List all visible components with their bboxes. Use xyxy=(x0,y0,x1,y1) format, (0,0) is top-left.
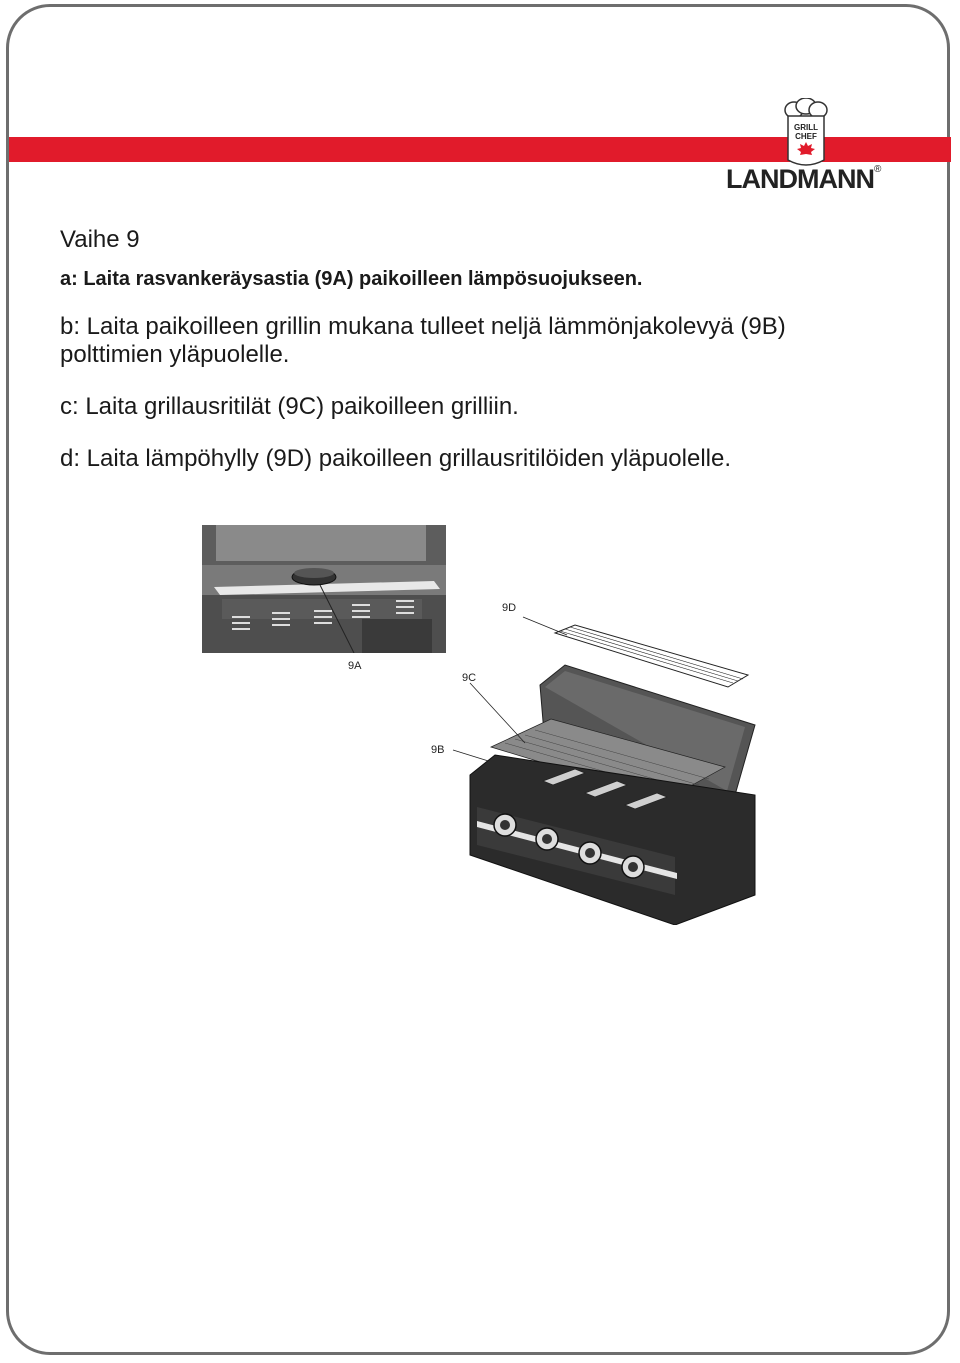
callout-9d: 9D xyxy=(502,602,517,614)
callout-9a: 9A xyxy=(348,660,362,672)
callout-9c: 9C xyxy=(462,672,477,684)
brand-name: LANDMANN xyxy=(726,164,874,194)
svg-text:CHEF: CHEF xyxy=(795,132,817,141)
step-a-text: a: Laita rasvankeräysastia (9A) paikoilleen lämpösuojukseen. xyxy=(60,268,643,290)
instructions xyxy=(60,226,920,473)
grill-assembly-diagram xyxy=(415,595,780,925)
step-title: Vaihe 9 xyxy=(60,226,140,253)
grease-tray-photo xyxy=(202,525,446,653)
step-b-line1: b: Laita paikoilleen grillin mukana tulleet neljä lämmönjakolevyä (9B) xyxy=(60,313,786,340)
landmann-wordmark: LANDMANN® xyxy=(726,164,881,194)
callout-9b: 9B xyxy=(431,744,445,756)
step-b-line2: polttimien yläpuolelle. xyxy=(60,341,290,368)
svg-text:GRILL: GRILL xyxy=(794,123,818,132)
step-d-text: d: Laita lämpöhylly (9D) paikoilleen grillausritilöiden yläpuolelle. xyxy=(60,445,732,472)
step-c-text: c: Laita grillausritilät (9C) paikoilleen grilliin. xyxy=(60,393,519,420)
